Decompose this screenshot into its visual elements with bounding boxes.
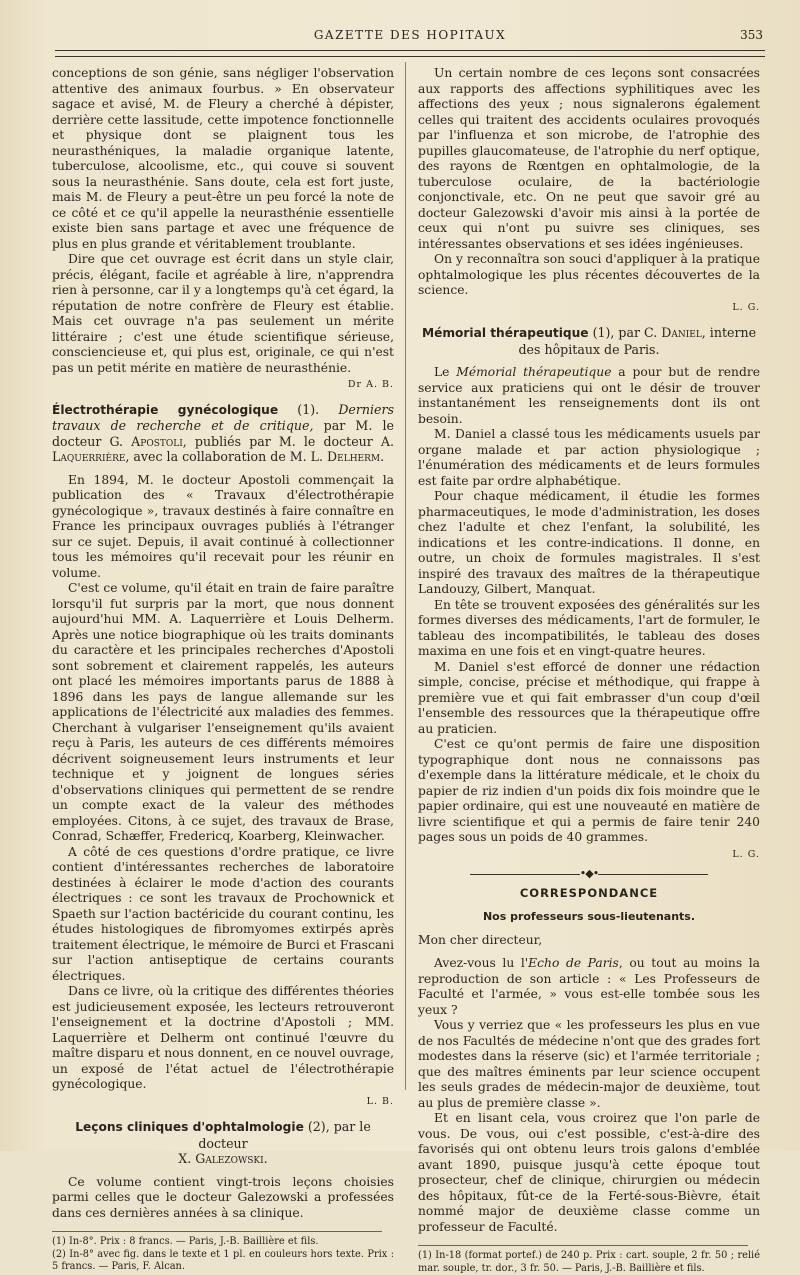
paragraph: On y reconnaîtra son souci d'appliquer à la pratique ophtalmologique les plus récentes découvertes de la science. — [418, 252, 760, 297]
paragraph: Et en lisant cela, vous croirez que l'on parle de vous. De vous, oui c'est possible, c'est-à-dire des favorisés qui ont obtenu leurs trois galons d'emblée avant 1890, puisque jusqu'à cette époque tout prosecteur, chef de clinique, chirurgien ou médecin des hôpitaux, fût-ce de la Ferté-sous-Bièvre, était nommé major de deuxième classe comme un professeur de Faculté. — [418, 1111, 760, 1234]
paragraph: C'est ce qu'ont permis de faire une disposition typographique dont nous ne connaissons pas d'exemple dans la littérature médicale, et le choix du papier de riz indien d'un poids dix fois moindre que le papier ordinaire, qui est une nouveauté en matière de livre scientifique et qui a permis de faire tenir 240 pages sous un poids de 40 grammes. — [418, 737, 760, 844]
ornament-rule — [598, 874, 708, 875]
paragraph: A côté de ces questions d'ordre pratique, ce livre contient d'intéressantes recherches de laboratoire destinées à éclairer le mode d'action des courants électriques : ce sont les travaux de Prochownick et Spaeth sur l'action bactéricide du courant continu, les études histologiques de fibromyomes extirpés après traitement électrique, le mémoire de Burci et Frascani sur l'action antiseptique de certains courants électriques. — [52, 844, 395, 983]
paragraph: En 1894, M. le docteur Apostoli commençait la publication des « Travaux d'électrothérapie gynécologique », travaux destinés à faire connaître en France les principaux ouvrages publiés à l'étranger sur ce sujet. Depuis, il avait continué à collectionner tous les mémoires qu'il recevait pour les réunir en volume. — [52, 472, 394, 580]
review-body — [52, 473, 394, 1110]
footnote: (1) In-18 (format portef.) de 240 p. Prix : cart. souple, 2 fr. 50 ; relié mar. souple, tr. dor., 3 fr. 50. — Paris, J.-B. Baillière et fils. — [418, 1250, 760, 1274]
footnote: (1) In-8°. Prix : 8 francs. — Paris, J.-B. Baillière et fils. — [52, 1236, 319, 1247]
paragraph: Ce volume contient vingt-trois leçons choisies parmi celles que le docteur Galezowski a professées dans ces dernières années à sa clinique. — [52, 1174, 394, 1220]
paragraph: Dans ce livre, où la critique des différentes théories est judicieusement exposée, les lecteurs retrouveront l'enseignement et la doctrine d'Apostoli ; MM. Laquerrière et Delherm ont continué l'œuvre du maître disparu et nous donnent, en ce nouvel ouvrage, un exposé de l'état actuel de l'électrothérapie gynécologique. — [52, 984, 394, 1091]
review-text: (1), par C. — [588, 325, 662, 340]
paragraph: En tête se trouvent exposées des généralités sur les formes diverses des médicaments, l'art de formuler, le tableau des incompatibilités, le tableau des doses maxima en une fois et en vingt-quatre heures. — [418, 597, 760, 658]
section-heading: CORRESPONDANCE — [519, 885, 659, 900]
ornament-rule — [470, 874, 580, 875]
header-double-rule — [55, 50, 765, 57]
footnote: (2) In-8° avec fig. dans le texte et 1 pl. en couleurs hors texte. Prix : 5 francs. — Paris, F. Alcan. — [52, 1248, 394, 1272]
review-heading-electrotherapie — [52, 402, 394, 465]
signature: L. G. — [732, 848, 760, 860]
review-title: Leçons cliniques d'ophtalmologie — [75, 1120, 304, 1134]
review-body — [418, 365, 760, 862]
review-body — [52, 1175, 394, 1222]
review-text: . — [380, 449, 385, 464]
author-name: Apostoli — [131, 433, 183, 449]
paragraph: conceptions de son génie, sans négliger l'observation attentive des animaux fourbus. » En observateur sagace et avisé, M. de Fleury a cherché à dépister, derrière cette lassitude, cette impotence fonctionnelle et physique dont se plaignent tous les neurasthéniques, la maladie organique latente, tuberculose, alcoolisme, etc., qui couve si souvent sous la neurasthénie. Sans doute, cela est fort juste, mais M. de Fleury a peut-être un peu forcé la note de ce côté et ce qu'il appelle la neurasthénie essentielle existe bien sans partage et avec une fréquence de plus en plus grande et véritablement troublante. — [52, 66, 394, 251]
paragraph — [418, 956, 760, 1018]
section-ornament — [418, 866, 760, 882]
text-run: a pour but de rendre service aux praticiens qui ont le désir de trouver instantanément les renseignements dont ils ont besoin. — [418, 365, 761, 426]
paragraph: Pour chaque médicament, il étudie les formes pharmaceutiques, le mode d'administration, les doses chez l'adulte et chez l'enfant, la solubilité, les indications et les contre-indications. Il donne, en outre, un choix de formules magistrales. Il s'est inspiré des travaux des maîtres de la thérapeutique Landouzy, Gilbert, Manquat. — [418, 489, 760, 596]
paragraph: C'est ce volume, qu'il était en train de faire paraître lorsqu'il fut surpris par la mort, que nous donnent aujourd'hui MM. A. Laquerrière et Louis Delherm. Après une notice biographique où les traits dominants du caractère et les principales recherches d'Apostoli sont sobrement et clairement rappelés, les auteurs ont placé les mémoires importants parus de 1888 à 1896 dans les pays de langue allemande sur les applications de l'électricité aux maladies des femmes. Cherchant à vulgariser l'enseignement qu'ils avaient reçu à Paris, les auteurs de ces différents mémoires décrivent soigneusement leurs instruments et leur technique et y joignent de longues séries d'observations cliniques qui permettent de se rendre un compte exact de la valeur des méthodes employées. Citons, à ce sujet, des travaux de Brase, Conrad, Schæffer, Fredericq, Koarberg, Kleinwacher. — [52, 581, 394, 843]
signature: L. B. — [366, 1095, 394, 1107]
review-text: , interne des hôpitaux de Paris. — [518, 325, 757, 357]
italic-title: Echo de Paris — [528, 956, 619, 970]
review-text: , avec la collaboration de M. L. — [125, 449, 328, 464]
column-divider — [405, 62, 406, 1090]
author-name: X. Galezowski. — [178, 1151, 268, 1166]
review-title: Électrothérapie gynécologique — [52, 402, 279, 417]
left-column — [52, 66, 395, 1272]
paragraph — [418, 365, 760, 427]
author-name: Delherm — [327, 449, 381, 464]
ornament-glyph: •◆• — [579, 867, 599, 880]
page-header — [55, 28, 765, 46]
running-title: GAZETTE DES HOPITAUX — [313, 28, 507, 42]
review-text: par M. le docteur G. — [52, 418, 395, 449]
italic-title: Mémorial thérapeutique — [456, 365, 612, 379]
author-name: Daniel — [661, 325, 702, 340]
signature: L. G. — [732, 301, 760, 313]
review-heading-ophtalmologie — [52, 1119, 394, 1167]
salutation: Mon cher directeur, — [418, 932, 543, 947]
signature: Dr A. B. — [347, 379, 394, 390]
paragraph: Un certain nombre de ces leçons sont consacrées aux rapports des affections syphilitiques avec les affections des yeux ; nous signalerons également celles qui traitent des accidents oculaires provoqués par l'influenza et son microbe, de l'atrophie des pupilles glaucomateuse, de l'atrophie du nerf optique, des rayons de Rœntgen en ophtalmologie, de la tuberculose oculaire, de la bactériologie conjonctivale, etc. On ne peut que savoir gré au docteur Galezowski d'avoir mis ainsi à la portée de ceux qui n'ont pu suivre ses cliniques, ses intéressantes observations et ses idées ingénieuses. — [418, 66, 760, 251]
text-run: Le — [434, 365, 457, 379]
paragraph: M. Daniel s'est efforcé de donner une rédaction simple, concise, précise et méthodique, qui frappe à première vue et qui fait embrasser d'un coup d'œil l'ensemble des ressources que la thérapeutique offre au praticien. — [418, 659, 760, 736]
review-title: Mémorial thérapeutique — [421, 326, 589, 340]
review-text: (2), par le docteur — [198, 1119, 371, 1151]
right-column — [418, 66, 761, 1274]
subsection-heading: Nos professeurs sous-lieutenants. — [482, 910, 696, 923]
author-name: Laquerrière — [52, 449, 126, 464]
text-run: Avez-vous lu l' — [434, 956, 529, 970]
footnote-rule — [418, 1245, 748, 1246]
paragraph: Vous y verriez que « les professeurs les plus en vue de nos Facultés de médecine n'ont que des grades fort modestes dans la réserve (sic) et l'armée territoriale ; que des maîtres éminents par leur science occupent les seuls grades de médecin-major de deuxième, tout au plus de première classe ». — [418, 1018, 760, 1110]
review-text: , publiés par M. le docteur A. — [182, 433, 395, 449]
footnote-rule — [52, 1231, 382, 1232]
footnote-ref: (1). — [278, 401, 339, 417]
paragraph: Dire que cet ouvrage est écrit dans un style clair, précis, élégant, facile et agréable à lire, n'apprendra rien à personne, car il y a longtemps qu'à cet égard, la réputation de notre confrère de Fleury est établie. Mais cet ouvrage n'a pas seulement un mérite littéraire ; c'est une étude scientifique sérieuse, consciencieuse et, qui plus est, originale, ce qui n'est pas un petit mérite en matière de neurasthénie. — [52, 252, 394, 375]
paragraph: M. Daniel a classé tous les médicaments usuels par organe malade et par action physiologique ; l'énumération des médicaments et de leurs formules est faite par ordre alphabétique. — [418, 427, 760, 488]
text-run: , ou tout au moins la reproduction de son article : « Les Professeurs de Faculté et l'armée, » vous est-elle tombée sous les yeux ? — [418, 956, 761, 1017]
page-number: 353 — [740, 28, 763, 42]
review-subtitle: Derniers travaux de recherche et de critique, — [52, 401, 394, 433]
review-heading-memorial — [418, 325, 760, 357]
